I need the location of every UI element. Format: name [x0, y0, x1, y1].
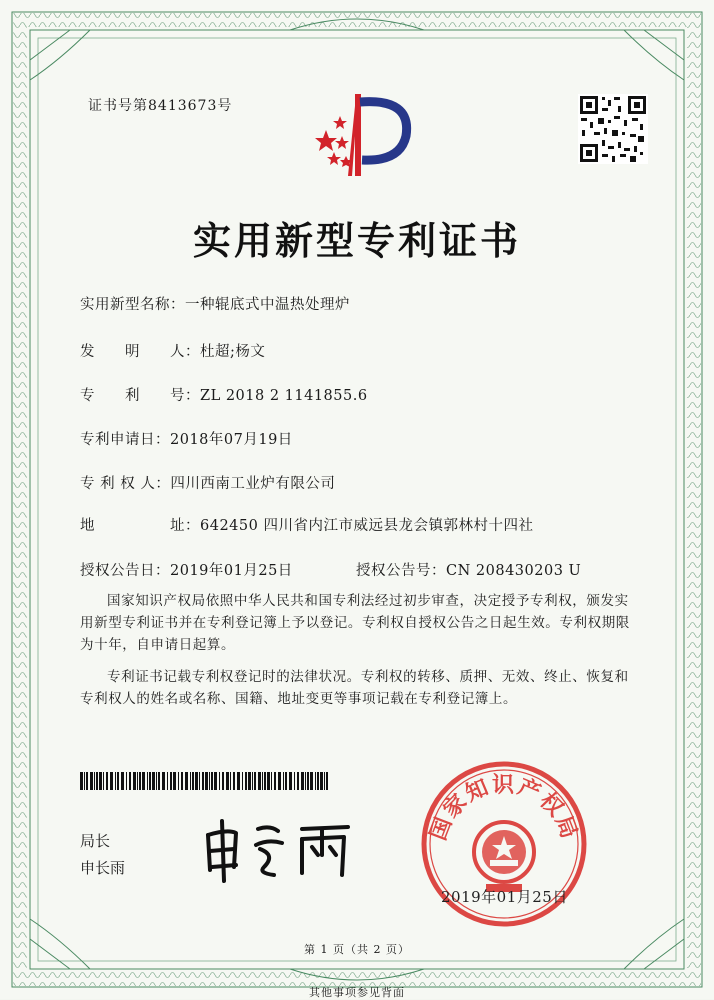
barcode-bar [226, 772, 229, 790]
field-value: 一种辊底式中温热处理炉 [185, 297, 350, 313]
director-title: 局长 [80, 832, 111, 850]
barcode-bar [310, 772, 313, 790]
barcode-bar [185, 772, 188, 790]
field-inventor [80, 340, 265, 361]
barcode-bar [289, 772, 292, 790]
barcode-bar [181, 772, 183, 790]
barcode-bar [115, 772, 116, 790]
barcode-bar [84, 772, 85, 790]
field-grant-number [356, 559, 581, 580]
barcode-bar [297, 772, 299, 790]
field-value: CN 208430203 U [446, 563, 582, 579]
barcode-bar [137, 772, 138, 790]
barcode-bar [142, 772, 145, 790]
field-label: 授权公告日： [80, 563, 170, 579]
barcode-bar [162, 772, 165, 790]
barcode-bar [192, 772, 194, 790]
barcode-bar [248, 772, 251, 790]
svg-text:国家知识产权局: 国家知识产权局 [425, 772, 583, 844]
barcode-bar [94, 772, 95, 790]
field-value: 2018年07月19日 [170, 432, 293, 448]
barcode-bar [237, 772, 240, 790]
barcode-bar [294, 772, 295, 790]
barcode-bar [211, 772, 213, 790]
barcode-bar [167, 772, 168, 790]
barcode-bar [156, 772, 157, 790]
barcode-bar [254, 772, 256, 790]
director-signature [198, 815, 358, 885]
barcode-bar [245, 772, 247, 790]
barcode-bar [80, 772, 83, 790]
cnipa-logo-icon [302, 92, 412, 180]
barcode-bar [274, 772, 276, 790]
barcode-bar [139, 772, 141, 790]
certificate-body [80, 590, 640, 710]
certificate-title: 实用新型专利证书 [192, 218, 521, 263]
field-value: 四川西南工业炉有限公司 [170, 476, 336, 492]
barcode-icon [80, 772, 330, 790]
barcode-bar [214, 772, 217, 790]
barcode-bar [271, 772, 272, 790]
field-value: 2019年01月25日 [170, 563, 293, 579]
barcode-bar [149, 772, 151, 790]
barcode-bar [219, 772, 220, 790]
barcode-bar [264, 772, 266, 790]
barcode-bar [258, 772, 261, 790]
field-value: 杜超;杨文 [200, 344, 266, 360]
barcode-bar [285, 772, 287, 790]
barcode-bar [262, 772, 263, 790]
director-name: 申长雨 [80, 859, 126, 877]
barcode-bar [195, 772, 198, 790]
barcode-bar [106, 772, 108, 790]
barcode-bar [96, 772, 98, 790]
barcode-bar [121, 772, 124, 790]
barcode-bar [126, 772, 127, 790]
barcode-bar [305, 772, 306, 790]
barcode-bar [99, 772, 102, 790]
field-label: 授权公告号： [356, 563, 446, 579]
seal-date: 2019年01月25日 [441, 888, 568, 906]
field-value: 642450 四川省内江市威远县龙会镇郭林村十四社 [200, 518, 534, 534]
field-patentee [80, 472, 335, 493]
barcode-bar [326, 772, 328, 790]
page-number: 第 1 页（共 2 页） [304, 943, 410, 956]
field-label: 专利申请日： [80, 432, 170, 448]
barcode-bar [209, 772, 210, 790]
barcode-bar [317, 772, 319, 790]
field-address [80, 514, 533, 535]
barcode-bar [133, 772, 136, 790]
barcode-bar [158, 772, 160, 790]
field-label: 专 利 权 人： [80, 476, 171, 492]
barcode-bar [90, 772, 93, 790]
barcode-bar [242, 772, 243, 790]
barcode-bar [178, 772, 179, 790]
barcode-bar [117, 772, 119, 790]
barcode-bar [301, 772, 304, 790]
barcode-bar [230, 772, 231, 790]
barcode-bar [152, 772, 155, 790]
barcode-bar [320, 772, 323, 790]
field-value: ZL 2018 2 1141855.6 [200, 388, 368, 404]
field-label: 地 址： [80, 518, 200, 534]
certificate-number: 证书号第8413673号 [88, 98, 233, 114]
barcode-bar [199, 772, 200, 790]
barcode-bar [252, 772, 253, 790]
barcode-bar [173, 772, 176, 790]
barcode-bar [233, 772, 235, 790]
barcode-bar [283, 772, 284, 790]
field-grant-date [80, 559, 293, 580]
barcode-bar [103, 772, 104, 790]
barcode-bar [170, 772, 172, 790]
barcode-bar [324, 772, 325, 790]
barcode-bar [202, 772, 204, 790]
field-patent-number [80, 384, 368, 405]
barcode-bar [307, 772, 309, 790]
back-note: 其他事项参见背面 [309, 986, 405, 999]
barcode-bar [190, 772, 191, 790]
barcode-bar [129, 772, 131, 790]
field-filing-date [80, 428, 293, 449]
barcode-bar [222, 772, 224, 790]
barcode-bar [315, 772, 316, 790]
barcode-bar [267, 772, 270, 790]
barcode-bar [110, 772, 113, 790]
field-label: 实用新型名称： [80, 297, 185, 313]
body-paragraph-1: 国家知识产权局依照中华人民共和国专利法经过初步审查，决定授予专利权，颁发实用新型专利证书并在专利登记簿上予以登记。专利权自授权公告之日起生效。专利权期限为十年，自申请日起算。 [80, 593, 630, 653]
qr-code-icon [578, 94, 648, 164]
barcode-bar [205, 772, 208, 790]
barcode-bar [86, 772, 88, 790]
field-label: 发 明 人： [80, 344, 200, 360]
barcode-bar [278, 772, 281, 790]
body-paragraph-2: 专利证书记载专利权登记时的法律状况。专利权的转移、质押、无效、终止、恢复和专利权人的姓名或名称、国籍、地址变更等事项记载在专利登记簿上。 [80, 669, 629, 707]
barcode-bar [147, 772, 148, 790]
field-label: 专 利 号： [80, 388, 200, 404]
field-utility-model-name [80, 293, 350, 314]
